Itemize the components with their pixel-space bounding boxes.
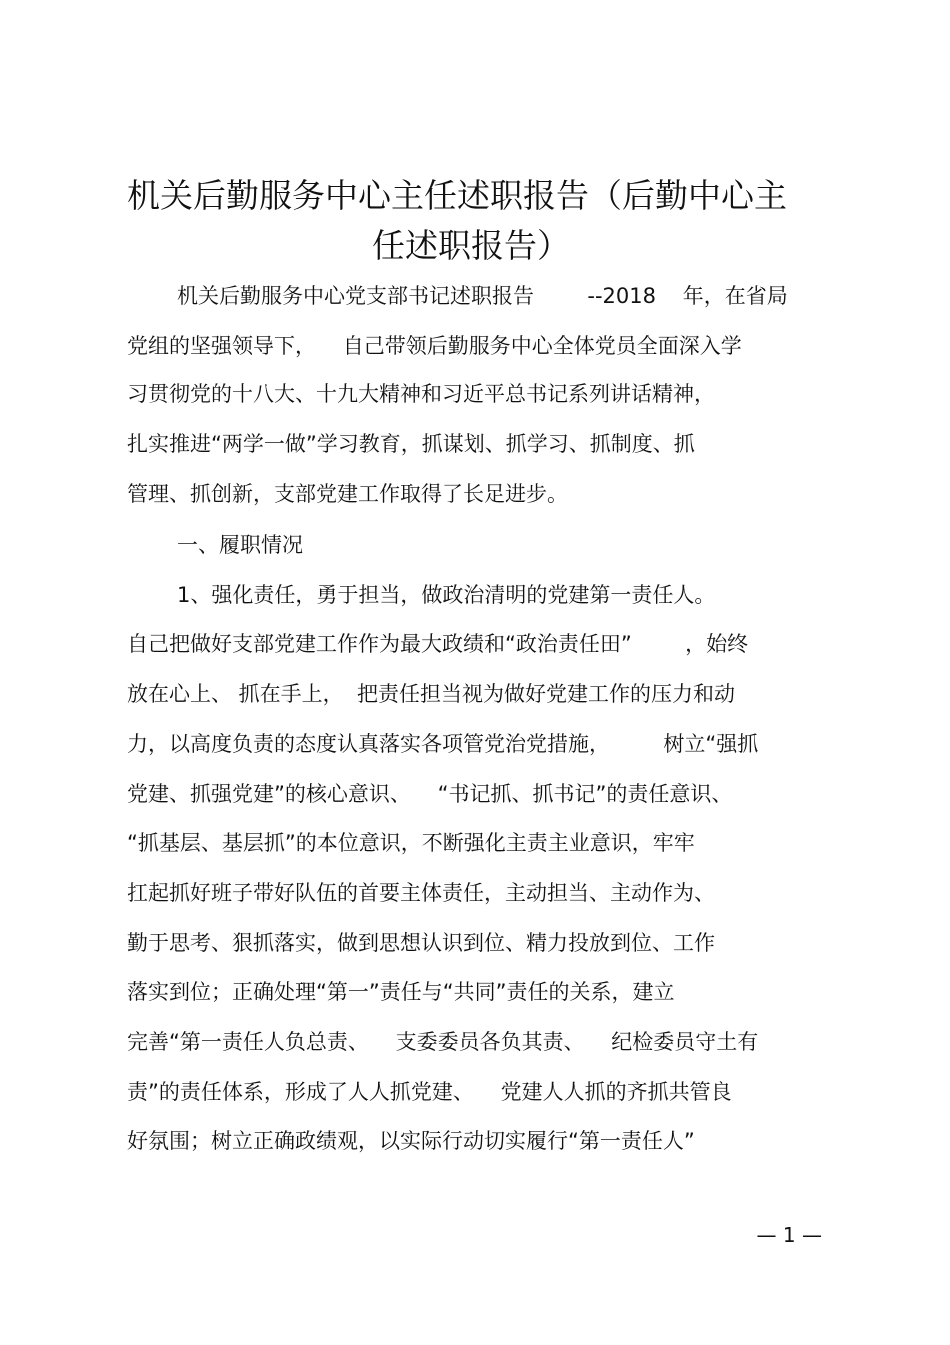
document-title-line-1: 机关后勤服务中心主任述职报告（后勤中心主 bbox=[127, 176, 787, 215]
subsection-heading: 1、强化责任，勇于担当，做政治清明的党建第一责任人。 bbox=[177, 583, 716, 607]
section-heading: 一、履职情况 bbox=[177, 533, 303, 557]
body-line: 责”的责任体系，形成了人人抓党建、 党建人人抓的齐抓共管良 bbox=[127, 1080, 732, 1104]
body-line: 好氛围；树立正确政绩观，以实际行动切实履行“第一责任人” bbox=[127, 1129, 695, 1153]
body-line: 管理、抓创新，支部党建工作取得了长足进步。 bbox=[127, 482, 568, 506]
body-line: 放在心上、 抓在手上， 把责任担当视为做好党建工作的压力和动 bbox=[127, 682, 736, 706]
body-line: 勤于思考、狠抓落实，做到思想认识到位、精力投放到位、工作 bbox=[127, 931, 715, 955]
body-line: 机关后勤服务中心党支部书记述职报告 --2018 年，在省局 bbox=[177, 284, 788, 308]
body-line: 完善“第一责任人负总责、 支委委员各负其责、 纪检委员守土有 bbox=[127, 1030, 759, 1054]
body-line: 力，以高度负责的态度认真落实各项管党治党措施， 树立“强抓 bbox=[127, 732, 759, 756]
body-line: 党组的坚强领导下， 自己带领后勤服务中心全体党员全面深入学 bbox=[127, 334, 742, 358]
body-line: 习贯彻党的十八大、十九大精神和习近平总书记系列讲话精神， bbox=[127, 382, 715, 406]
body-line: 落实到位；正确处理“第一”责任与“共同”责任的关系，建立 bbox=[127, 980, 675, 1004]
body-line: 自己把做好支部党建工作作为最大政绩和“政治责任田” ，始终 bbox=[127, 632, 749, 656]
body-line: “抓基层、基层抓”的本位意识，不断强化主责主业意识，牢牢 bbox=[127, 831, 695, 855]
page-number: — 1 — bbox=[756, 1223, 822, 1247]
body-line: 扛起抓好班子带好队伍的首要主体责任，主动担当、主动作为、 bbox=[127, 881, 715, 905]
body-line: 党建、抓强党建”的核心意识、 “书记抓、抓书记”的责任意识、 bbox=[127, 782, 733, 806]
body-line: 扎实推进“两学一做”学习教育，抓谋划、抓学习、抓制度、抓 bbox=[127, 432, 695, 456]
document-title-line-2: 任述职报告） bbox=[372, 226, 570, 265]
